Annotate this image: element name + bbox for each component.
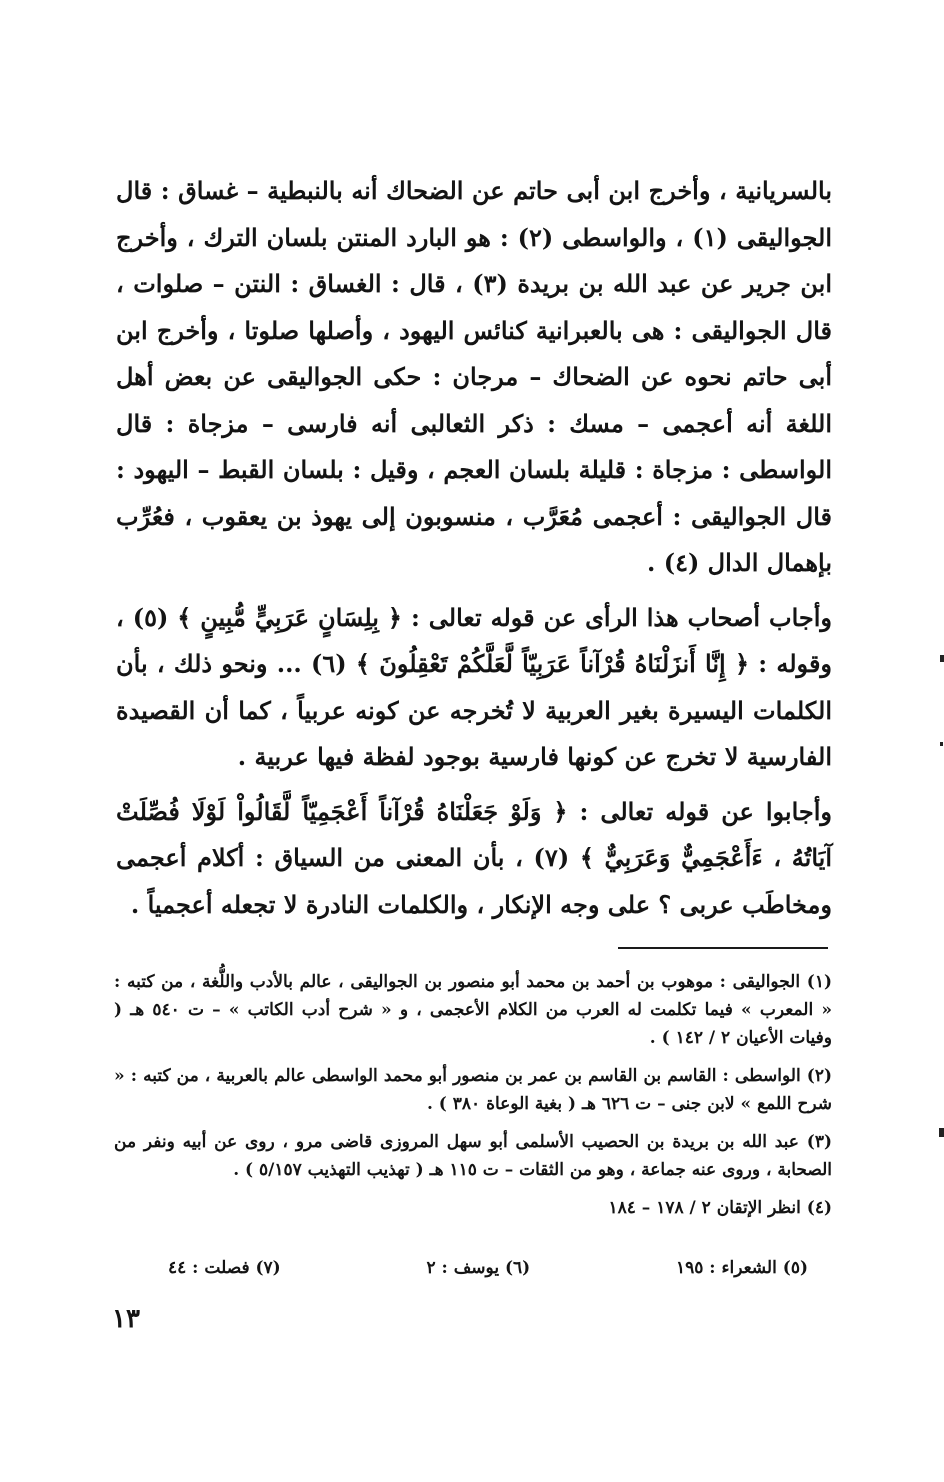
paragraph-2: وأجاب أصحاب هذا الرأى عن قوله تعالى : ﴿ بِلِسَانٍ عَرَبِيٍّ مُّبِينٍ ﴾ (٥) ، وقوله : ﴿ إِنَّا أَنزَلْنَاهُ قُرْآناً عَرَبِيّاً لَّعَلَّكُمْ تَعْقِلُونَ ﴾ (٦) ... ونحو ذلك ، بأن الكلمات اليسيرة بغير العربية لا تُخرجه عن كونه عربياً ، كما أن القصيدة الفارسية لا تخرج عن كونها فارسية بوجود لفظة فيها عربية . (116, 602, 833, 771)
reference-5: (٥) الشعراء : ١٩٥ (675, 1258, 808, 1278)
footnote-3: (٣) عبد الله بن بريدة بن الحصيب الأسلمى أبو سهل المروزى قاضى مرو ، روى عن أبيه ونفر من الصحابة ، وروى عنه جماعة ، وهو من الثقات – ت ١١٥ هـ ( تهذيب التهذيب ٥/١٥٧ ) . (114, 1132, 832, 1180)
scan-speck (940, 742, 943, 746)
footnote-4: (٤) انظر الإتقان ٢ / ١٧٨ – ١٨٤ (608, 1198, 832, 1218)
reference-6: (٦) يوسف : ٢ (426, 1258, 531, 1278)
paragraph-3: وأجابوا عن قوله تعالى : ﴿ وَلَوْ جَعَلْنَاهُ قُرْآناً أَعْجَمِيّاً لَّقَالُواْ لَوْلَا فُصِّلَتْ آيَاتُهُ ، ءَأَعْجَمِيٌّ وَعَرَبِيٌّ ﴾ (٧) ، بأن المعنى من السياق : أكلام أعجمى ومخاطَب عربى ؟ على وجه الإنكار ، والكلمات النادرة لا تجعله أعجمياً . (116, 796, 832, 919)
page-number: ١٣ (112, 1304, 140, 1334)
footnote-1: (١) الجواليقى : موهوب بن أحمد بن محمد أبو منصور بن الجواليقى ، عالم بالأدب واللُّغة ، من كتبه : « المعرب » فيما تكلمت له العرب من الكلام الأعجمى ، و « شرح أدب الكاتب » – ت ٥٤٠ هـ ( وفيات الأعيان ٢ / ١٤٢ ) . (114, 972, 832, 1048)
main-text (116, 168, 832, 928)
scan-speck (940, 655, 944, 662)
reference-7: (٧) فصلت : ٤٤ (168, 1258, 281, 1278)
quran-references (168, 1258, 808, 1278)
footnotes (114, 968, 832, 1232)
paragraph-1: بالسريانية ، وأخرج ابن أبى حاتم عن الضحاك أنه بالنبطية – غساق : قال الجواليقى (١) ، والواسطى (٢) : هو البارد المنتن بلسان الترك ، وأخرج ابن جرير عن عبد الله بن بريدة (٣) ، قال : الغساق : النتن – صلوات ، قال الجواليقى : هى بالعبرانية كنائس اليهود ، وأصلها صلوتا ، وأخرج ابن أبى حاتم نحوه عن الضحاك – مرجان : حكى الجواليقى عن بعض أهل اللغة أنه أعجمى – مسك : ذكر الثعالبى أنه فارسى – مزجاة : قال الواسطى : مزجاة : قليلة بلسان العجم ، وقيل : بلسان القبط – اليهود : قال الجواليقى : أعجمى مُعَرَّب ، منسوبون إلى يهوذ بن يعقوب ، فعُرِّب بإهمال الدال (٤) . (116, 176, 832, 577)
footnote-2: (٢) الواسطى : القاسم بن القاسم بن عمر بن منصور أبو محمد الواسطى عالم بالعربية ، من كتبه : « شرح اللمع » لابن جنى – ت ٦٢٦ هـ ( بغية الوعاة ٣٨٠ ) . (114, 1066, 832, 1114)
footnote-separator (618, 947, 828, 949)
scan-speck (939, 1128, 944, 1137)
